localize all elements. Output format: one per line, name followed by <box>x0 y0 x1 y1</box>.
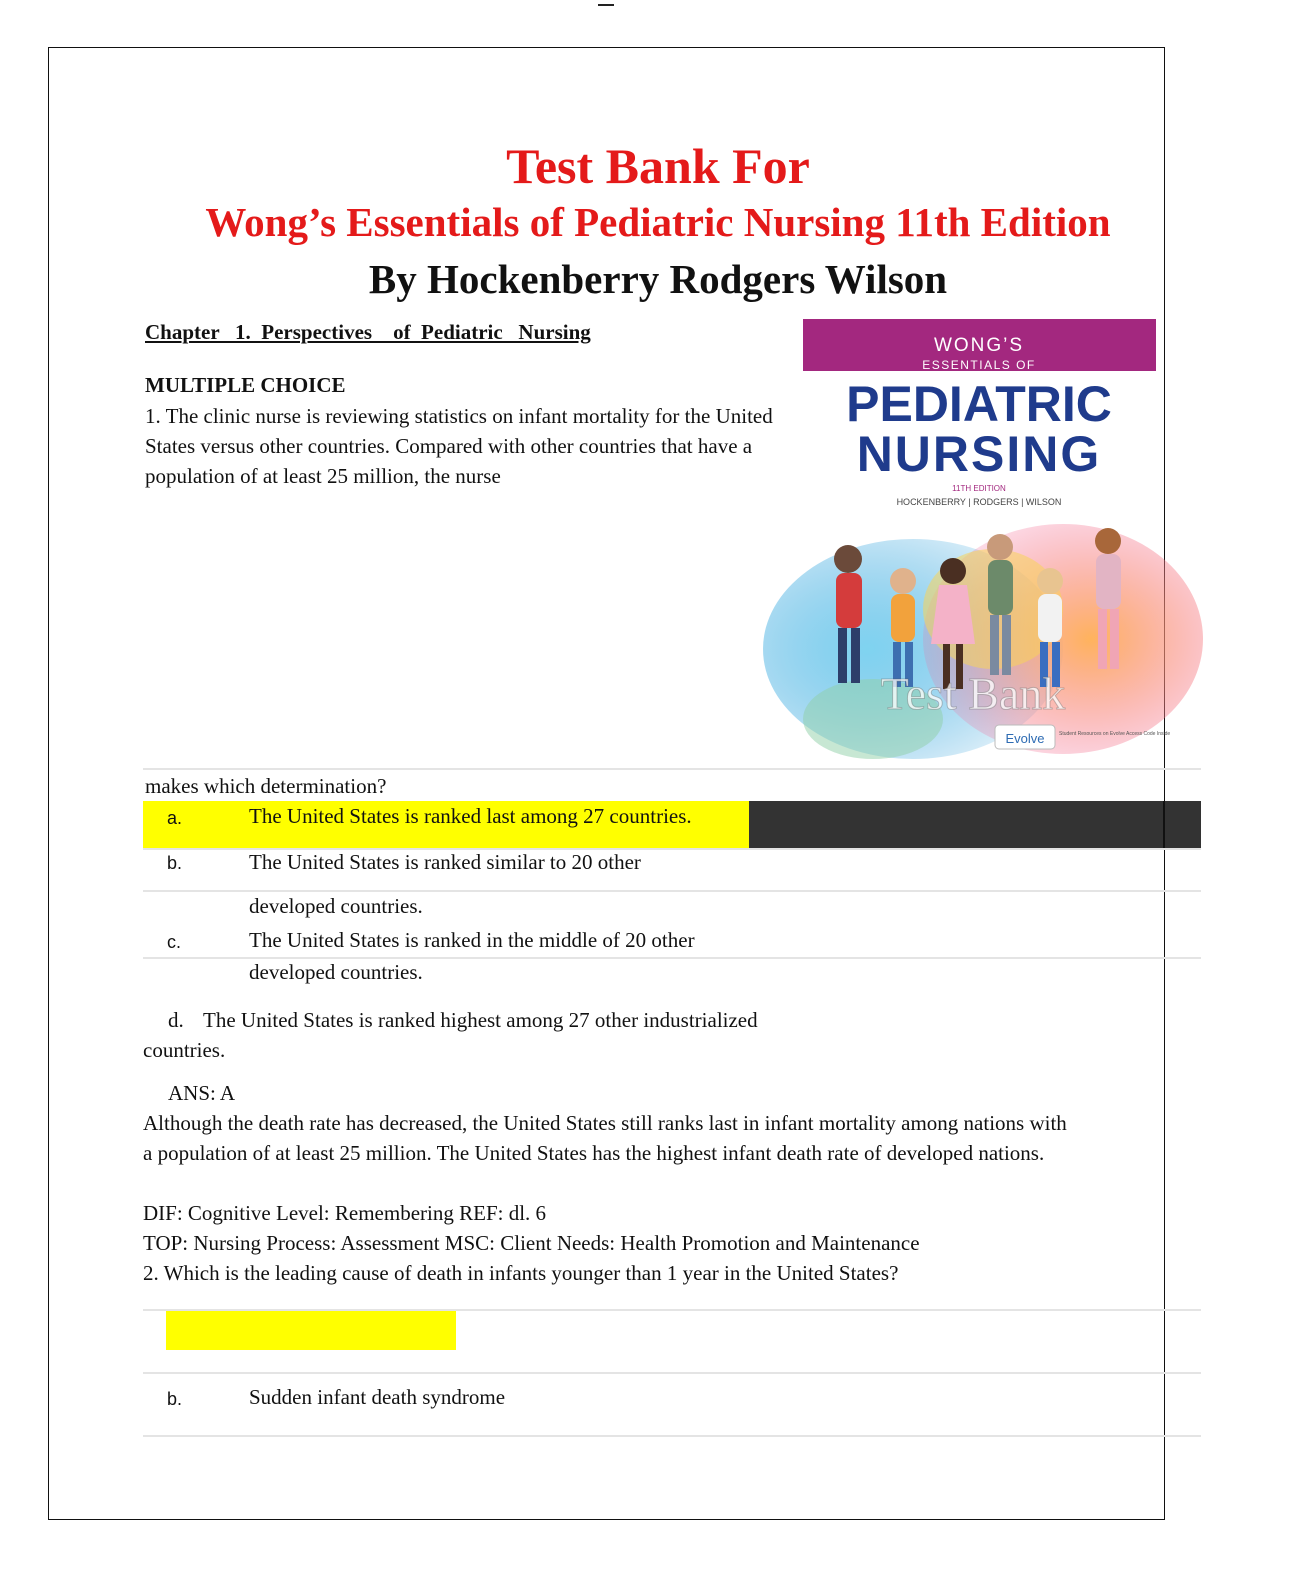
cover-edition: 11TH EDITION <box>952 484 1006 493</box>
book-authors: By Hockenberry Rodgers Wilson <box>368 256 948 302</box>
cover-word-pediatric: PEDIATRIC <box>846 376 1112 432</box>
option-letter-a: a. <box>167 808 183 828</box>
cover-authors: HOCKENBERRY | RODGERS | WILSON <box>896 497 1062 507</box>
option-a-text: The United States is ranked last among 27 countries. <box>249 804 692 828</box>
book-cover-art <box>803 319 1171 767</box>
cover-word-nursing: NURSING <box>856 426 1102 482</box>
option-d-continued: countries. <box>143 1038 226 1062</box>
page-title: Test Bank For <box>506 138 810 194</box>
cover-evolve-text: Evolve <box>1005 731 1045 746</box>
option-d-text: The United States is ranked highest among 27 other industrialized <box>203 1008 758 1032</box>
cover-top-label: WONG’S <box>933 335 1025 356</box>
answer-highlight <box>166 1311 456 1350</box>
book-cover-image <box>803 319 1171 767</box>
topic-line: TOP: Nursing Process: Assessment MSC: Client Needs: Health Promotion and Maintenance <box>143 1231 920 1255</box>
question-1-stem-continued: makes which determination? <box>145 774 387 798</box>
redaction-bar <box>749 801 1201 848</box>
option-letter-c: c. <box>167 932 182 952</box>
option-letter-b: b. <box>167 853 183 873</box>
question-1-stem: 1. The clinic nurse is reviewing statistics on infant mortality for the United States versus other countries. Compared with other countries that have a population of at least 25 million, the nurse <box>145 404 773 488</box>
table-rule <box>143 957 1201 959</box>
cover-line2: ESSENTIALS OF <box>922 358 1036 372</box>
q2-option-letter-b: b. <box>167 1389 183 1409</box>
frame-edge-segment <box>1163 801 1165 848</box>
option-c-text: The United States is ranked in the middle of 20 other <box>249 928 695 952</box>
table-rule <box>143 1372 1201 1374</box>
option-b-text: The United States is ranked similar to 20 other <box>249 850 641 874</box>
answer-key: ANS: A <box>168 1081 236 1105</box>
table-rule <box>143 1435 1201 1437</box>
book-title: Wong’s Essentials of Pediatric Nursing 11th Edition <box>205 199 1111 245</box>
top-tick-mark <box>598 4 614 6</box>
difficulty-line: DIF: Cognitive Level: Remembering REF: dl. 6 <box>143 1201 547 1225</box>
question-2-stem: 2. Which is the leading cause of death in infants younger than 1 year in the United States? <box>143 1261 899 1285</box>
option-letter-d: d. <box>168 1008 184 1032</box>
rationale: Although the death rate has decreased, the United States still ranks last in infant mortality among nations with a population of at least 25 million. The United States has the highest infant death rate of developed nations. <box>143 1111 1067 1165</box>
cover-badge-text: Student Resources on Evolve Access Code Inside <box>1059 731 1171 737</box>
section-heading: MULTIPLE CHOICE <box>145 373 346 397</box>
table-rule <box>143 890 1201 892</box>
q2-option-b-text: Sudden infant death syndrome <box>249 1385 506 1409</box>
option-c-continued: developed countries. <box>249 960 423 984</box>
chapter-heading: Chapter 1. Perspectives of Pediatric Nursing <box>145 320 591 344</box>
option-b-continued: developed countries. <box>249 894 423 918</box>
cover-watermark: Test Bank <box>880 668 1066 719</box>
table-rule <box>143 768 1201 770</box>
